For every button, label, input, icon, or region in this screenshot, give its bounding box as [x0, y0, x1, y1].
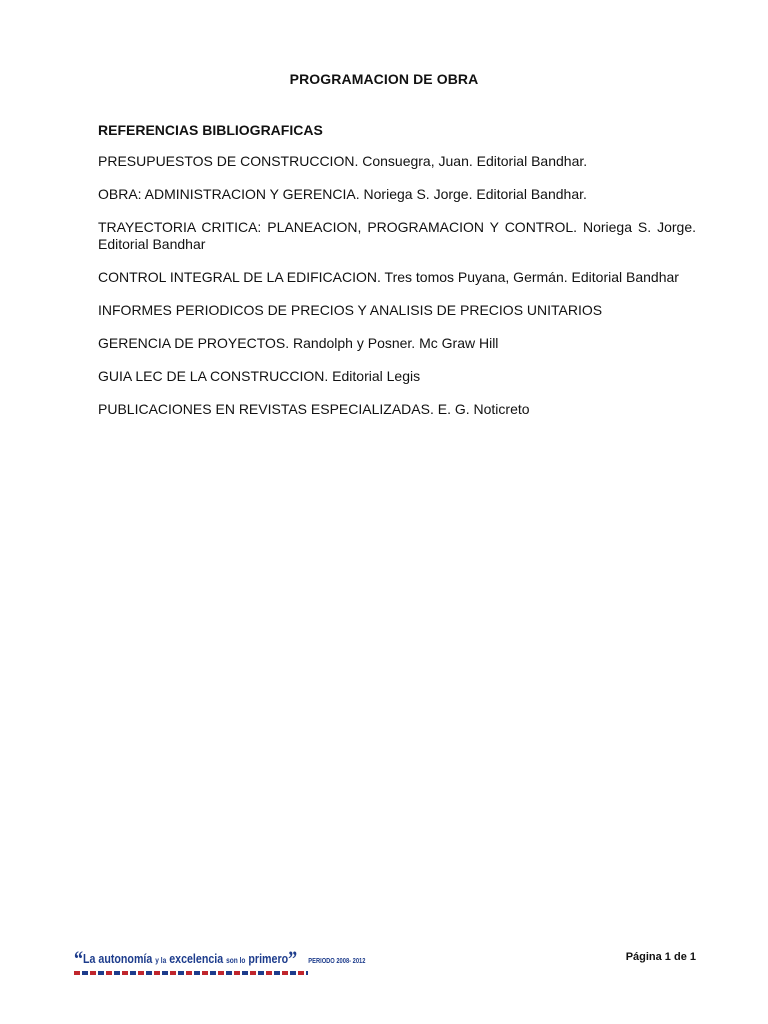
reference-item: GERENCIA DE PROYECTOS. Randolph y Posner. Mc Graw Hill: [98, 335, 499, 351]
slogan-part: primero: [248, 951, 289, 966]
page-number: Página 1 de 1: [625, 951, 696, 963]
close-quote: ”: [288, 946, 298, 971]
slogan-part: excelencia: [169, 951, 224, 966]
reference-item: INFORMES PERIODICOS DE PRECIOS Y ANALISIS DE PRECIOS UNITARIOS: [98, 302, 603, 318]
reference-item: PUBLICACIONES EN REVISTAS ESPECIALIZADAS. E. G. Noticreto: [98, 401, 530, 417]
section-heading: REFERENCIAS BIBLIOGRAFICAS: [98, 122, 323, 138]
slogan-part: son lo: [226, 956, 246, 965]
slogan-part: La autonomía: [83, 951, 153, 966]
slogan-text: [74, 946, 365, 972]
footer-stripe: [74, 971, 308, 975]
reference-list: [98, 153, 696, 434]
reference-item: GUIA LEC DE LA CONSTRUCCION. Editorial Legis: [98, 368, 421, 384]
reference-item: CONTROL INTEGRAL DE LA EDIFICACION. Tres tomos Puyana, Germán. Editorial Bandhar: [98, 269, 679, 285]
reference-item: OBRA: ADMINISTRACION Y GERENCIA. Noriega S. Jorge. Editorial Bandhar.: [98, 186, 587, 202]
document-title: PROGRAMACION DE OBRA: [289, 71, 479, 87]
reference-item: PRESUPUESTOS DE CONSTRUCCION. Consuegra, Juan. Editorial Bandhar.: [98, 153, 588, 169]
open-quote: “: [74, 946, 84, 971]
slogan-period: PERIODO 2008- 2012: [308, 958, 366, 965]
slogan-part: y la: [155, 956, 167, 965]
reference-item: TRAYECTORIA CRITICA: PLANEACION, PROGRAMACION Y CONTROL. Noriega S. Jorge. Editorial Bandhar: [98, 219, 696, 252]
